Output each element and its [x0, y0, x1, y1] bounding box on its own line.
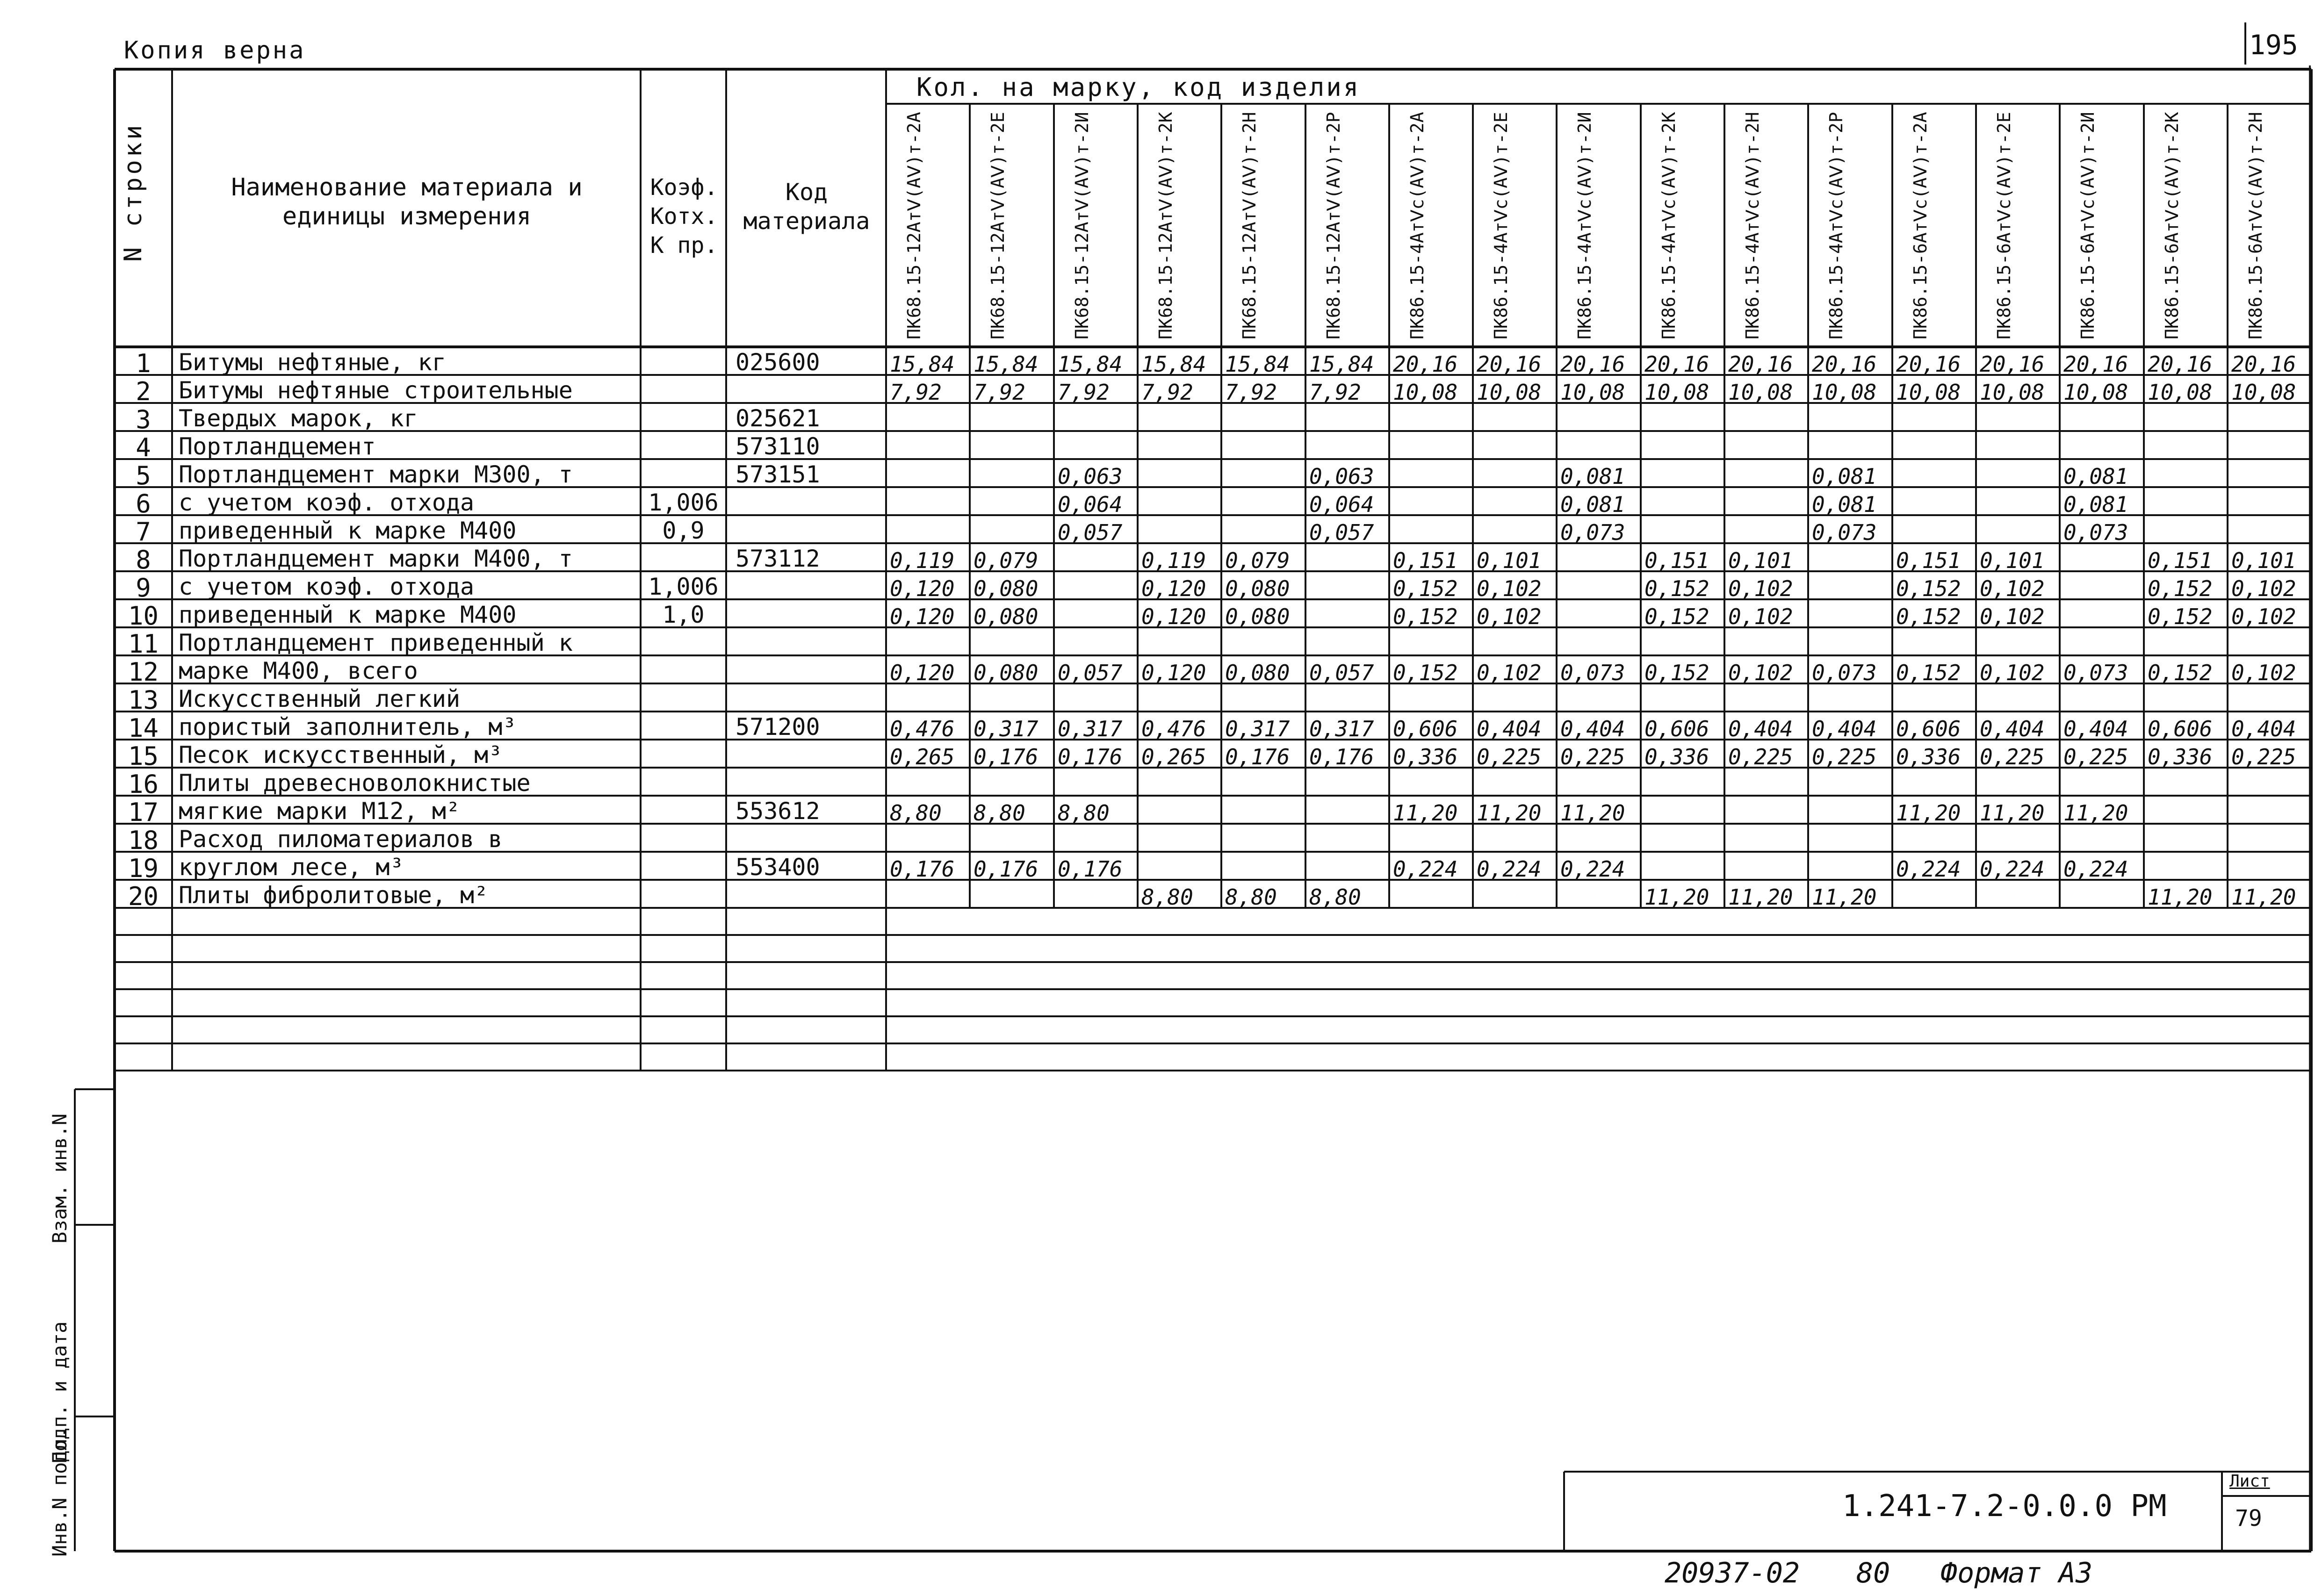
quantity-cell: 8,80 [1141, 884, 1193, 910]
material-code: 025621 [736, 405, 820, 432]
quantity-cell: 0,081 [1560, 464, 1625, 489]
quantity-cell: 0,225 [1812, 744, 1877, 769]
quantity-cell: 10,08 [2231, 380, 2296, 405]
quantity-cell: 15,84 [1058, 352, 1123, 377]
order-number: 20937-02 [1665, 1557, 1800, 1589]
margin-label-inventory: Инв.N подл. [48, 1426, 71, 1557]
quantity-cell: 20,16 [1896, 352, 1961, 377]
quantity-cell: 0,606 [1896, 716, 1961, 741]
product-header: ПК86.15-4АтⅤс(АⅤ)т-2Е [1491, 112, 1511, 339]
quantity-cell: 0,152 [2148, 604, 2213, 629]
quantity-cell: 0,064 [1058, 492, 1123, 517]
quantity-cell: 20,16 [1812, 352, 1877, 377]
row-number: 12 [128, 657, 159, 687]
quantity-cell: 11,20 [1896, 800, 1961, 826]
document-code: 1.241-7.2-0.0.0 РМ [1842, 1489, 2167, 1524]
quantity-cell: 0,080 [1225, 660, 1290, 685]
quantity-cell: 10,08 [1393, 380, 1458, 405]
quantity-cell: 0,404 [1560, 716, 1625, 741]
quantity-cell: 7,92 [1309, 380, 1361, 405]
copy-number: 80 [1856, 1557, 1890, 1589]
quantity-cell: 0,119 [1141, 548, 1206, 573]
product-header: ПК86.15-6АтⅤс(АⅤ)т-2Е [1994, 112, 2014, 339]
material-name: мягкие марки М12, м² [179, 798, 461, 825]
quantity-cell: 0,152 [1393, 660, 1458, 685]
quantity-cell: 15,84 [1309, 352, 1374, 377]
quantity-cell: 0,151 [2148, 548, 2213, 573]
material-name: Расход пиломатериалов в [179, 826, 503, 853]
margin-label-replace: Взам. инв.N [48, 1113, 71, 1244]
row-number: 8 [136, 545, 151, 575]
product-header: ПК68.15-12АтⅤ(АⅤ)т-2К [1155, 112, 1176, 339]
quantity-cell: 0,063 [1058, 464, 1123, 489]
quantity-cell: 0,120 [890, 660, 955, 685]
sheet-number: 79 [2235, 1505, 2262, 1531]
quantity-cell: 10,08 [2148, 380, 2213, 405]
quantity-cell: 0,102 [1477, 576, 1542, 601]
quantity-cell: 0,102 [1477, 604, 1542, 629]
quantity-cell: 0,317 [1225, 716, 1290, 741]
quantity-cell: 0,151 [1393, 548, 1458, 573]
quantity-cell: 7,92 [1141, 380, 1193, 405]
quantity-cell: 11,20 [1980, 800, 2045, 826]
material-code: 571200 [736, 713, 820, 740]
quantity-cell: 8,80 [890, 800, 942, 826]
quantity-cell: 11,20 [2063, 800, 2128, 826]
material-name: Битумы нефтяные, кг [179, 349, 446, 376]
quantity-cell: 10,08 [1728, 380, 1793, 405]
quantity-cell: 11,20 [2231, 884, 2296, 910]
quantity-cell: 0,120 [890, 576, 955, 601]
quantity-cell: 0,152 [1896, 604, 1961, 629]
material-name: Плиты древесноволокнистые [179, 769, 531, 797]
quantity-cell: 0,225 [1728, 744, 1793, 769]
quantity-cell: 20,16 [1560, 352, 1625, 377]
quantity-cell: 0,606 [1393, 716, 1458, 741]
quantity-cell: 11,20 [1477, 800, 1542, 826]
product-header: ПК86.15-6АтⅤс(АⅤ)т-2А [1910, 112, 1931, 339]
quantity-cell: 0,152 [1896, 660, 1961, 685]
quantity-cell: 0,176 [1309, 744, 1374, 769]
quantity-cell: 20,16 [1980, 352, 2045, 377]
quantity-cell: 0,064 [1309, 492, 1374, 517]
material-code: 553400 [736, 854, 820, 881]
margin-label-signature: Подп. и дата [48, 1321, 71, 1463]
quantity-cell: 0,224 [2063, 856, 2128, 882]
row-number: 14 [128, 713, 159, 743]
quantity-cell: 0,151 [1896, 548, 1961, 573]
quantity-cell: 0,606 [1644, 716, 1709, 741]
quantity-cell: 0,073 [1560, 520, 1625, 545]
quantity-cell: 0,404 [2063, 716, 2128, 741]
quantity-cell: 15,84 [890, 352, 955, 377]
quantity-cell: 0,101 [1980, 548, 2045, 573]
quantity-cell: 0,101 [2231, 548, 2296, 573]
row-number: 5 [136, 461, 151, 490]
material-code: 573151 [736, 461, 820, 488]
product-header: ПК68.15-12АтⅤ(АⅤ)т-2Н [1239, 112, 1260, 339]
quantity-cell: 0,080 [1225, 604, 1290, 629]
quantity-cell: 15,84 [1225, 352, 1290, 377]
copy-verified-note: Копия верна [124, 36, 306, 65]
quantity-cell: 0,152 [1644, 604, 1709, 629]
row-number: 17 [128, 798, 159, 827]
quantity-cell: 0,176 [1058, 744, 1123, 769]
product-header: ПК86.15-6АтⅤс(АⅤ)т-2И [2077, 112, 2098, 339]
quantity-cell: 0,102 [2231, 660, 2296, 685]
material-name: Битумы нефтяные строительные [179, 377, 573, 404]
material-name: марке М400, всего [179, 657, 418, 684]
quantity-cell: 10,08 [1896, 380, 1961, 405]
quantity-cell: 0,073 [1560, 660, 1625, 685]
quantity-cell: 0,073 [1812, 660, 1877, 685]
product-header: ПК68.15-12АтⅤ(АⅤ)т-2А [904, 112, 924, 339]
product-header: ПК86.15-4АтⅤс(АⅤ)т-2Р [1826, 112, 1846, 339]
quantity-cell: 7,92 [1058, 380, 1110, 405]
product-header: ПК86.15-4АтⅤс(АⅤ)т-2И [1574, 112, 1595, 339]
material-name: Портландцемент марки М300, т [179, 461, 573, 488]
material-name: круглом лесе, м³ [179, 854, 404, 881]
coefficient-value: 1,006 [648, 489, 719, 516]
quantity-cell: 0,404 [1980, 716, 2045, 741]
row-number: 15 [128, 741, 159, 771]
quantity-cell: 11,20 [2148, 884, 2213, 910]
quantity-cell: 0,225 [2063, 744, 2128, 769]
quantity-cell: 0,057 [1309, 520, 1374, 545]
quantity-cell: 15,84 [1141, 352, 1206, 377]
row-number: 2 [136, 377, 151, 406]
quantity-cell: 10,08 [1812, 380, 1877, 405]
quantity-cell: 0,102 [1728, 576, 1793, 601]
quantity-cell: 0,102 [1728, 660, 1793, 685]
quantity-cell: 11,20 [1560, 800, 1625, 826]
quantity-cell: 0,317 [1309, 716, 1374, 741]
row-number: 6 [136, 489, 151, 518]
quantity-cell: 0,404 [1812, 716, 1877, 741]
quantity-cell: 20,16 [1477, 352, 1542, 377]
product-header: ПК68.15-12АтⅤ(АⅤ)т-2Е [988, 112, 1008, 339]
quantity-cell: 0,176 [974, 744, 1039, 769]
quantity-cell: 0,176 [890, 856, 955, 882]
quantity-cell: 0,176 [1225, 744, 1290, 769]
quantity-cell: 0,073 [1812, 520, 1877, 545]
row-number: 18 [128, 826, 159, 855]
quantity-cell: 0,063 [1309, 464, 1374, 489]
quantity-cell: 10,08 [2063, 380, 2128, 405]
quantity-cell: 0,081 [2063, 464, 2128, 489]
row-number: 4 [136, 433, 151, 462]
quantity-cell: 0,102 [1980, 604, 2045, 629]
quantity-cell: 0,336 [1393, 744, 1458, 769]
sheet-label: Лист [2229, 1472, 2270, 1491]
quantity-cell: 0,265 [890, 744, 955, 769]
quantity-cell: 8,80 [1225, 884, 1277, 910]
quantity-cell: 10,08 [1560, 380, 1625, 405]
product-header: ПК86.15-6АтⅤс(АⅤ)т-2Н [2245, 112, 2266, 339]
quantity-cell: 0,176 [974, 856, 1039, 882]
quantity-cell: 0,120 [1141, 660, 1206, 685]
material-name: с учетом коэф. отхода [179, 573, 475, 600]
quantity-cell: 0,152 [1644, 576, 1709, 601]
quantity-cell: 0,224 [1896, 856, 1961, 882]
quantity-cell: 0,073 [2063, 520, 2128, 545]
quantity-cell: 0,404 [1477, 716, 1542, 741]
quantity-cell: 7,92 [974, 380, 1025, 405]
material-name: приведенный к марке М400 [179, 517, 517, 544]
quantity-cell: 0,057 [1309, 660, 1374, 685]
quantity-cell: 20,16 [2231, 352, 2296, 377]
quantity-cell: 15,84 [974, 352, 1039, 377]
quantity-cell: 0,073 [2063, 660, 2128, 685]
material-name: пористый заполнитель, м³ [179, 713, 517, 740]
quantity-cell: 0,102 [1980, 660, 2045, 685]
quantity-cell: 20,16 [1644, 352, 1709, 377]
quantity-cell: 0,079 [974, 548, 1039, 573]
quantity-cell: 7,92 [890, 380, 942, 405]
header-coefficient: Коэф. Котх. К пр. [650, 174, 718, 259]
material-code: 025600 [736, 349, 820, 376]
quantity-cell: 0,476 [890, 716, 955, 741]
quantity-cell: 11,20 [1393, 800, 1458, 826]
quantity-cell: 10,08 [1644, 380, 1709, 405]
material-name: Искусственный легкий [179, 685, 461, 712]
quantity-cell: 0,317 [1058, 716, 1123, 741]
quantity-cell: 0,225 [1560, 744, 1625, 769]
product-header: ПК86.15-4АтⅤс(АⅤ)т-2К [1659, 112, 1679, 339]
quantity-cell: 0,152 [1393, 604, 1458, 629]
quantity-cell: 20,16 [2063, 352, 2128, 377]
quantity-cell: 0,057 [1058, 520, 1123, 545]
quantity-cell: 11,20 [1728, 884, 1793, 910]
quantity-cell: 8,80 [974, 800, 1025, 826]
product-header: ПК86.15-4АтⅤс(АⅤ)т-2А [1407, 112, 1428, 339]
material-code: 573112 [736, 545, 820, 572]
header-quantity-group: Кол. на марку, код изделия [916, 72, 1361, 102]
quantity-cell: 0,606 [2148, 716, 2213, 741]
header-material-name: Наименование материала и единицы измерения [231, 173, 583, 230]
quantity-cell: 0,152 [1644, 660, 1709, 685]
quantity-cell: 0,476 [1141, 716, 1206, 741]
quantity-cell: 0,225 [1980, 744, 2045, 769]
row-number: 20 [128, 882, 159, 911]
product-header: ПК68.15-12АтⅤ(АⅤ)т-2Р [1323, 112, 1344, 339]
row-number: 19 [128, 854, 159, 883]
quantity-cell: 0,102 [1980, 576, 2045, 601]
material-name: Плиты фибролитовые, м² [179, 882, 489, 909]
quantity-cell: 0,120 [890, 604, 955, 629]
row-number: 11 [128, 629, 159, 659]
quantity-cell: 10,08 [1980, 380, 2045, 405]
row-number: 1 [136, 349, 151, 378]
coefficient-value: 1,0 [662, 601, 705, 628]
quantity-cell: 0,225 [2231, 744, 2296, 769]
quantity-cell: 0,404 [2231, 716, 2296, 741]
material-name: Портландцемент марки М400, т [179, 545, 573, 572]
quantity-cell: 0,152 [1393, 576, 1458, 601]
quantity-cell: 0,081 [1812, 492, 1877, 517]
quantity-cell: 0,317 [974, 716, 1039, 741]
product-header: ПК68.15-12АтⅤ(АⅤ)т-2И [1072, 112, 1092, 339]
quantity-cell: 0,404 [1728, 716, 1793, 741]
quantity-cell: 0,120 [1141, 576, 1206, 601]
quantity-cell: 0,081 [1560, 492, 1625, 517]
quantity-cell: 0,152 [2148, 576, 2213, 601]
quantity-cell: 0,176 [1058, 856, 1123, 882]
quantity-cell: 10,08 [1477, 380, 1542, 405]
quantity-cell: 0,057 [1058, 660, 1123, 685]
quantity-cell: 0,102 [1477, 660, 1542, 685]
product-header: ПК86.15-6АтⅤс(АⅤ)т-2К [2162, 112, 2182, 339]
quantity-cell: 0,079 [1225, 548, 1290, 573]
quantity-cell: 7,92 [1225, 380, 1277, 405]
quantity-cell: 0,152 [1896, 576, 1961, 601]
material-name: Портландцемент [179, 433, 376, 460]
quantity-cell: 11,20 [1812, 884, 1877, 910]
material-name: Твердых марок, кг [179, 405, 418, 432]
quantity-cell: 0,224 [1980, 856, 2045, 882]
quantity-cell: 0,119 [890, 548, 955, 573]
material-name: с учетом коэф. отхода [179, 489, 475, 516]
quantity-cell: 0,224 [1477, 856, 1542, 882]
header-material-code: Код материала [743, 179, 870, 235]
quantity-cell: 0,080 [974, 604, 1039, 629]
coefficient-value: 0,9 [662, 517, 705, 544]
quantity-cell: 0,102 [2231, 576, 2296, 601]
quantity-cell: 0,081 [1812, 464, 1877, 489]
product-header: ПК86.15-4АтⅤс(АⅤ)т-2Н [1742, 112, 1763, 339]
header-row-number: N строки [119, 122, 147, 262]
quantity-cell: 8,80 [1058, 800, 1110, 826]
row-number: 9 [136, 573, 151, 603]
material-name: Портландцемент приведенный к [179, 629, 573, 656]
row-number: 3 [136, 405, 151, 434]
quantity-cell: 20,16 [2148, 352, 2213, 377]
quantity-cell: 0,336 [1644, 744, 1709, 769]
coefficient-value: 1,006 [648, 573, 719, 600]
quantity-cell: 0,265 [1141, 744, 1206, 769]
row-number: 13 [128, 685, 159, 715]
quantity-cell: 0,101 [1477, 548, 1542, 573]
quantity-cell: 0,101 [1728, 548, 1793, 573]
quantity-cell: 0,151 [1644, 548, 1709, 573]
quantity-cell: 11,20 [1644, 884, 1709, 910]
quantity-cell: 0,080 [974, 660, 1039, 685]
quantity-cell: 20,16 [1393, 352, 1458, 377]
quantity-cell: 0,152 [2148, 660, 2213, 685]
format-label: Формат А3 [1940, 1557, 2093, 1589]
quantity-cell: 0,102 [2231, 604, 2296, 629]
quantity-cell: 0,336 [1896, 744, 1961, 769]
material-name: Песок искусственный, м³ [179, 741, 503, 769]
quantity-cell: 0,080 [974, 576, 1039, 601]
quantity-cell: 0,102 [1728, 604, 1793, 629]
page-number: 195 [2249, 29, 2298, 61]
material-name: приведенный к марке М400 [179, 601, 517, 628]
quantity-cell: 0,336 [2148, 744, 2213, 769]
quantity-cell: 20,16 [1728, 352, 1793, 377]
row-number: 7 [136, 517, 151, 546]
quantity-cell: 0,224 [1560, 856, 1625, 882]
quantity-cell: 0,120 [1141, 604, 1206, 629]
quantity-cell: 0,080 [1225, 576, 1290, 601]
material-code: 573110 [736, 433, 820, 460]
quantity-cell: 8,80 [1309, 884, 1361, 910]
quantity-cell: 0,081 [2063, 492, 2128, 517]
quantity-cell: 0,224 [1393, 856, 1458, 882]
material-code: 553612 [736, 798, 820, 825]
row-number: 10 [128, 601, 159, 631]
row-number: 16 [128, 769, 159, 799]
quantity-cell: 0,225 [1477, 744, 1542, 769]
